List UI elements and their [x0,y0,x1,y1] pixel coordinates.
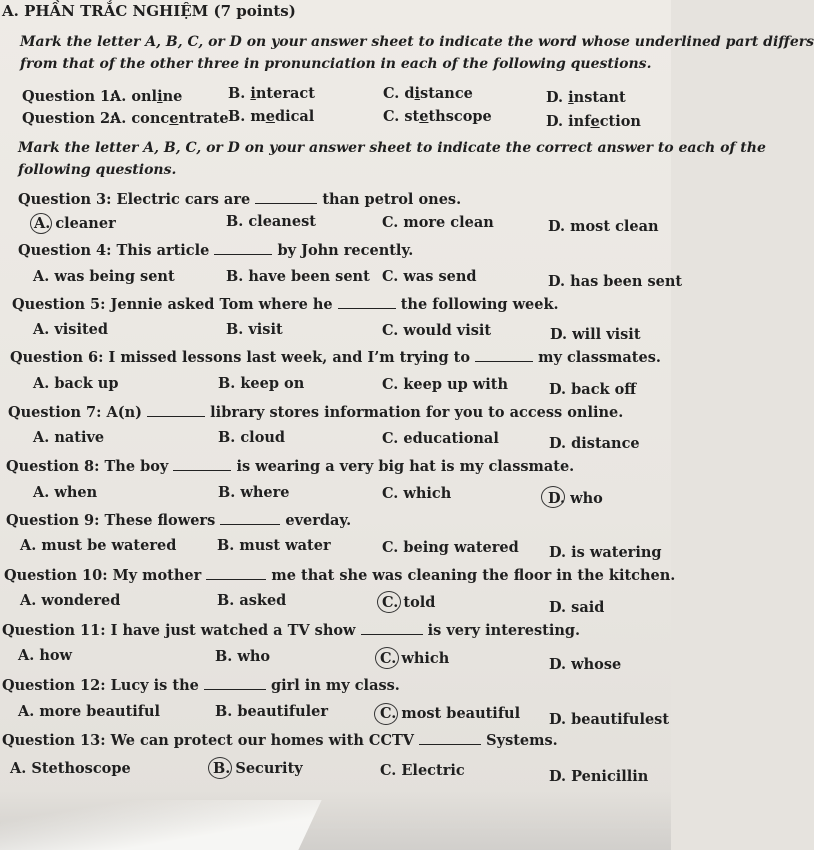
q8-option-b[interactable]: B. where [218,484,290,501]
q7-option-a[interactable]: A. native [33,429,105,446]
q4-option-b[interactable]: B. have been sent [226,268,370,285]
q10-option-c[interactable]: C. told [382,594,436,611]
q9-option-d[interactable]: D. is watering [549,544,662,561]
q3-option-a[interactable]: A. cleaner [34,215,116,232]
q5-option-c[interactable]: C. would visit [382,322,492,339]
q8-option-d[interactable]: D. who [548,490,603,507]
section-title: A. PHẦN TRẮC NGHIỆM (7 points) [2,2,296,20]
page-fold-highlight [0,800,322,850]
q11-option-d[interactable]: D. whose [549,656,622,673]
q1-option-b[interactable]: B. interact [228,85,315,102]
q9-option-b[interactable]: B. must water [217,537,331,554]
instruction-pronunciation-cont: from that of the other three in pronunciation in each of the following questions. [20,56,652,72]
q11-option-a[interactable]: A. how [18,647,73,664]
q8-option-c[interactable]: C. which [382,485,452,502]
q2-option-c[interactable]: C. stethscope [383,108,492,125]
q13-option-d[interactable]: D. Penicillin [549,768,649,785]
q8-answer-circle [541,486,565,508]
q2-option-a[interactable]: A. concentrate [110,110,229,127]
q6-option-d[interactable]: D. back off [549,381,637,398]
q3-option-b[interactable]: B. cleanest [226,213,316,230]
q10-option-b[interactable]: B. asked [217,592,287,609]
q7-option-d[interactable]: D. distance [549,435,640,452]
q3-option-c[interactable]: C. more clean [382,214,494,231]
q1-option-a[interactable]: A. online [110,88,183,105]
q13-option-b[interactable]: B. Security [213,760,303,777]
q6-option-c[interactable]: C. keep up with [382,376,509,393]
q7-option-c[interactable]: C. educational [382,430,499,447]
q10-stem: Question 10: My mother me that she was cleaning the floor in the kitchen. [4,567,676,584]
q9-option-c[interactable]: C. being watered [382,539,519,556]
q13-option-c[interactable]: C. Electric [380,762,465,779]
q5-option-b[interactable]: B. visit [226,321,283,338]
q11-option-b[interactable]: B. who [215,648,271,665]
q5-option-a[interactable]: A. visited [33,321,109,338]
q11-answer-circle [375,647,399,669]
q7-option-b[interactable]: B. cloud [218,429,286,446]
q13-answer-circle [208,757,232,779]
q3-stem: Question 3: Electric cars are than petrol ones. [18,191,462,208]
q2-option-b[interactable]: B. medical [228,108,315,125]
q10-option-d[interactable]: D. said [549,599,605,616]
q5-stem: Question 5: Jennie asked Tom where he the following week. [12,296,559,313]
q5-option-d[interactable]: D. will visit [550,326,641,343]
q12-option-b[interactable]: B. beautifuler [215,703,329,720]
instruction-correct-answer-cont: following questions. [18,162,177,178]
q4-option-d[interactable]: D. has been sent [548,273,683,290]
q2-option-d[interactable]: D. infection [546,113,641,130]
q12-answer-circle [374,703,398,725]
q6-option-b[interactable]: B. keep on [218,375,305,392]
instruction-pronunciation: Mark the letter A, B, C, or D on your answer sheet to indicate the word whose underlined part differs [20,34,814,50]
q7-stem: Question 7: A(n) library stores information for you to access online. [8,404,624,421]
instruction-correct-answer: Mark the letter A, B, C, or D on your answer sheet to indicate the correct answer to each of the [18,140,766,156]
q1-option-d[interactable]: D. instant [546,89,626,106]
q8-stem: Question 8: The boy is wearing a very big hat is my classmate. [6,458,575,475]
q6-stem: Question 6: I missed lessons last week, and I’m trying to my classmates. [10,349,661,366]
q1-option-c[interactable]: C. distance [383,85,473,102]
q2-label: Question 2: [22,110,116,127]
q11-option-c[interactable]: C. which [380,650,450,667]
q3-answer-circle [30,213,52,234]
q1-label: Question 1: [22,88,116,105]
q4-option-a[interactable]: A. was being sent [33,268,175,285]
q4-option-c[interactable]: C. was send [382,268,477,285]
q9-option-a[interactable]: A. must be watered [20,537,177,554]
q12-stem: Question 12: Lucy is the girl in my class. [2,677,400,694]
q8-option-a[interactable]: A. when [33,484,98,501]
q13-stem: Question 13: We can protect our homes with CCTV Systems. [2,732,558,749]
q12-option-c[interactable]: C. most beautiful [380,705,521,722]
q10-answer-circle [377,591,401,613]
q10-option-a[interactable]: A. wondered [20,592,121,609]
q3-option-d[interactable]: D. most clean [548,218,659,235]
q12-option-a[interactable]: A. more beautiful [18,703,161,720]
q4-stem: Question 4: This article by John recently. [18,242,414,259]
q13-option-a[interactable]: A. Stethoscope [10,760,131,777]
q12-option-d[interactable]: D. beautifulest [549,711,670,728]
q11-stem: Question 11: I have just watched a TV show is very interesting. [2,622,581,639]
q6-option-a[interactable]: A. back up [33,375,119,392]
q9-stem: Question 9: These flowers everday. [6,512,352,529]
